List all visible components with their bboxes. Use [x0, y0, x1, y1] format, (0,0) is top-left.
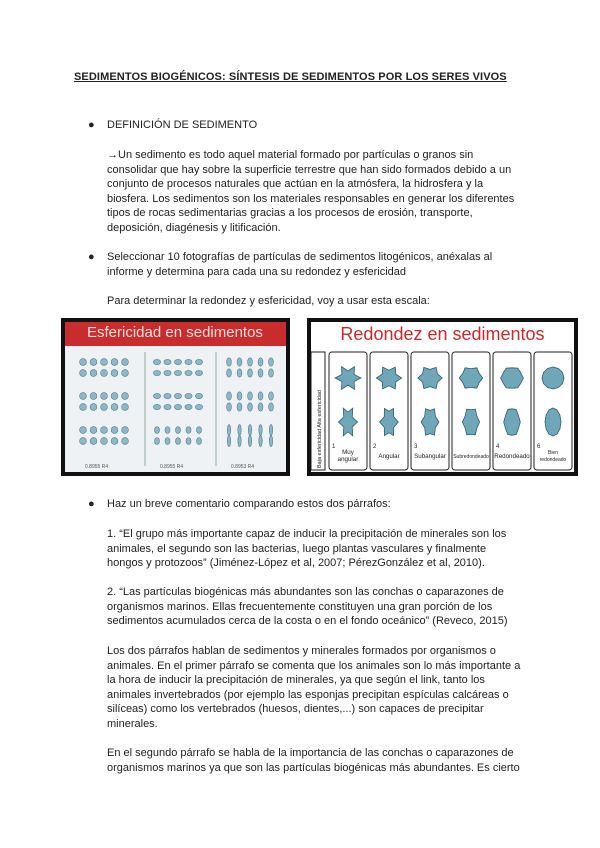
figure-redondez-title: Redondez en sedimentos [340, 324, 545, 344]
grain-shape [111, 404, 118, 411]
text-line: la hora de inducir la precipitación de minerales, ya que según el link, tanto los [107, 674, 485, 687]
redondez-grid [311, 350, 574, 472]
grain-shape [174, 404, 181, 409]
figure-esfericidad-title: Esfericidad en sedimentos [65, 322, 286, 346]
figure-redondez [307, 318, 578, 476]
side-label: Baja esfericidad Alta esfericidad [317, 390, 323, 468]
grain-shape [101, 427, 108, 434]
footer-label: 0.8955 R4 [160, 464, 184, 470]
grain-shape [90, 393, 97, 400]
bullet-3: ● [88, 498, 95, 510]
grain-shape [248, 358, 253, 366]
text-line: tipos de rocas sedimentarias gracias a los procesos de erosión, transporte, [107, 207, 473, 220]
text-line: informe y determina para cada una su redondez y esfericidad [107, 265, 407, 278]
grain-shape [185, 370, 192, 375]
grain-shape [237, 392, 242, 400]
text-line: silíceas) como los vertebrados (huesos, dientes,...) son capaces de precipitar [107, 703, 484, 716]
text-line: animales, el segundo son las bacterias, luego plantas vasculares y finalmente [107, 542, 487, 555]
text-line: Seleccionar 10 fotografías de partículas de sedimentos litogénicos, anéxalas al [107, 251, 493, 263]
grain-shape [258, 369, 263, 377]
scale-intro: Para determinar la redondez y esfericidad, voy a usar esta escala: [107, 295, 430, 307]
comment-1 [107, 644, 527, 732]
quote-2 [107, 585, 527, 629]
grain-shape [101, 438, 108, 445]
text-line: En el segundo párrafo se habla de la importancia de las conchas o caparazones de [107, 747, 514, 759]
grain-shape [165, 427, 170, 434]
grain-shape [186, 438, 191, 445]
column-number: 4 [496, 444, 500, 450]
grain-shape [80, 393, 87, 400]
grain-shape [111, 393, 118, 400]
grain-shape [185, 359, 192, 364]
grain-shape [153, 393, 160, 398]
column-label: Subredondeado [453, 454, 489, 460]
grain-shape [237, 403, 242, 411]
text-line: organismos marinos ya que son las partículas biogénicas más abundantes. Es cierto [107, 761, 520, 774]
grain-shape [111, 359, 118, 366]
grain-shape [248, 369, 253, 377]
grain-shape [101, 370, 108, 377]
grain-shape [269, 436, 272, 447]
grain-shape [248, 392, 253, 400]
column-label: Redondeado [494, 453, 530, 460]
grain-shape [196, 438, 201, 445]
bullet-1: ● [88, 119, 95, 131]
text-line: sedimentos acumulados cerca de la costa o en el fondo oceánico” (Reveco, 2015) [107, 615, 508, 628]
grain-shape [545, 408, 561, 436]
grain-shape [80, 438, 87, 445]
grain-shape [80, 370, 87, 377]
grain-shape [154, 438, 159, 445]
grain-shape [227, 425, 230, 436]
text-line: conjunto de procesos naturales que actúan en la atmósfera, la hidrosfera y la [107, 178, 484, 191]
section2-text [107, 250, 527, 279]
grain-shape [174, 370, 181, 375]
grain-shape [195, 359, 202, 364]
grain-shape [186, 427, 191, 434]
column-label: Bien [547, 450, 559, 456]
grain-shape [259, 436, 262, 447]
text-line: →Un sedimento es todo aquel material formado por partículas o granos sin [107, 149, 474, 161]
grain-shape [259, 425, 262, 436]
grain-shape [195, 370, 202, 375]
grain-shape [164, 359, 171, 364]
text-line: consolidar que hay sobre la superficie terrestre que han sido formados debido a un [107, 163, 512, 176]
grain-shape [196, 427, 201, 434]
grain-shape [269, 425, 272, 436]
column-number: 2 [373, 444, 377, 450]
grain-shape [248, 425, 251, 436]
grain-shape [90, 359, 97, 366]
column-label: Muy [342, 449, 354, 456]
grain-shape [248, 403, 253, 411]
grain-shape [258, 403, 263, 411]
text-line: organismos marinos. Ellas frecuentemente constituyen una gran porción de los [107, 600, 493, 613]
document-title: SEDIMENTOS BIOGÉNICOS: SÍNTESIS DE SEDIMENTOS POR LOS SERES VIVOS [74, 71, 507, 83]
grain-shape [90, 404, 97, 411]
grain-shape [90, 438, 97, 445]
grain-shape [174, 393, 181, 398]
grain-shape [164, 393, 171, 398]
bullet-2: ● [88, 251, 95, 263]
column-label: Subangular [414, 453, 446, 460]
grain-shape [80, 427, 87, 434]
grain-shape [174, 359, 181, 364]
text-line: animales invertebrados (por ejemplo las esponjas precipitan espículas calcáreas o [107, 688, 509, 701]
grain-shape [227, 369, 232, 377]
grain-shape [111, 438, 118, 445]
grain-shape [122, 393, 129, 400]
grain-shape [90, 427, 97, 434]
grain-shape [237, 369, 242, 377]
grain-shape [111, 427, 118, 434]
section1-paragraph [107, 148, 527, 236]
grain-shape [269, 403, 274, 411]
grain-shape [101, 404, 108, 411]
grain-shape [164, 404, 171, 409]
quote-1 [107, 527, 527, 571]
grain-shape [504, 409, 521, 435]
grain-shape [154, 427, 159, 434]
footer-label: 0.8953 R4 [231, 464, 255, 470]
figure-esfericidad [61, 318, 290, 476]
text-line: 1. “El grupo más importante capaz de inducir la precipitación de minerales son los [107, 528, 507, 540]
grain-shape [90, 370, 97, 377]
grain-shape [185, 393, 192, 398]
grain-shape [80, 359, 87, 366]
text-line: Los dos párrafos hablan de sedimentos y minerales formados por organismos o [107, 645, 496, 657]
grain-shape [122, 404, 129, 411]
grain-shape [175, 427, 180, 434]
grain-shape [122, 427, 129, 434]
section1-heading: DEFINICIÓN DE SEDIMENTO [107, 119, 258, 131]
grain-shape [165, 438, 170, 445]
grain-shape [238, 436, 241, 447]
grain-shape [269, 358, 274, 366]
text-line: biosfera. Los sedimentos son los materiales responsables en generar los diferentes [107, 192, 515, 205]
esfericidad-grid [65, 346, 286, 472]
grain-shape [237, 358, 242, 366]
grain-shape [227, 403, 232, 411]
grain-shape [153, 359, 160, 364]
text-line: animales. En el primer párrafo se comenta que los animales son lo más importante a [107, 659, 521, 672]
grain-shape [238, 425, 241, 436]
grain-shape [195, 404, 202, 409]
grain-shape [111, 370, 118, 377]
grain-shape [227, 392, 232, 400]
grain-shape [101, 393, 108, 400]
grain-shape [164, 370, 171, 375]
grain-shape [153, 370, 160, 375]
grain-shape [258, 392, 263, 400]
column-number: 6 [537, 444, 541, 450]
text-line: deposición, diagénesis y litificación. [107, 221, 281, 234]
column-label: angular [337, 456, 359, 463]
grain-shape [101, 359, 108, 366]
column-number: 1 [332, 444, 336, 450]
text-line: 2. “Las partículas biogénicas más abundantes son las conchas o caparazones de [107, 586, 504, 598]
grain-shape [185, 404, 192, 409]
grain-shape [122, 370, 129, 377]
grain-shape [269, 392, 274, 400]
grain-shape [227, 358, 232, 366]
grain-shape [542, 367, 564, 389]
grain-shape [153, 404, 160, 409]
grain-shape [80, 404, 87, 411]
grain-shape [227, 436, 230, 447]
grain-shape [258, 358, 263, 366]
grain-shape [195, 393, 202, 398]
column-label: redondeado [539, 457, 567, 463]
grain-shape [248, 436, 251, 447]
section3-heading: Haz un breve comentario comparando estos dos párrafos: [107, 498, 391, 510]
column-label: Angular [378, 453, 400, 460]
grain-shape [122, 438, 129, 445]
column-number: 3 [414, 444, 418, 450]
footer-label: 0.8955 R4 [85, 464, 109, 470]
comment-2 [107, 746, 527, 775]
text-line: minerales. [107, 717, 158, 730]
text-line: hongos y protozoos” (Jiménez-López et al, 2007; PérezGonzález et al, 2010). [107, 557, 485, 570]
grain-shape [175, 438, 180, 445]
grain-shape [122, 359, 129, 366]
grain-shape [269, 369, 274, 377]
